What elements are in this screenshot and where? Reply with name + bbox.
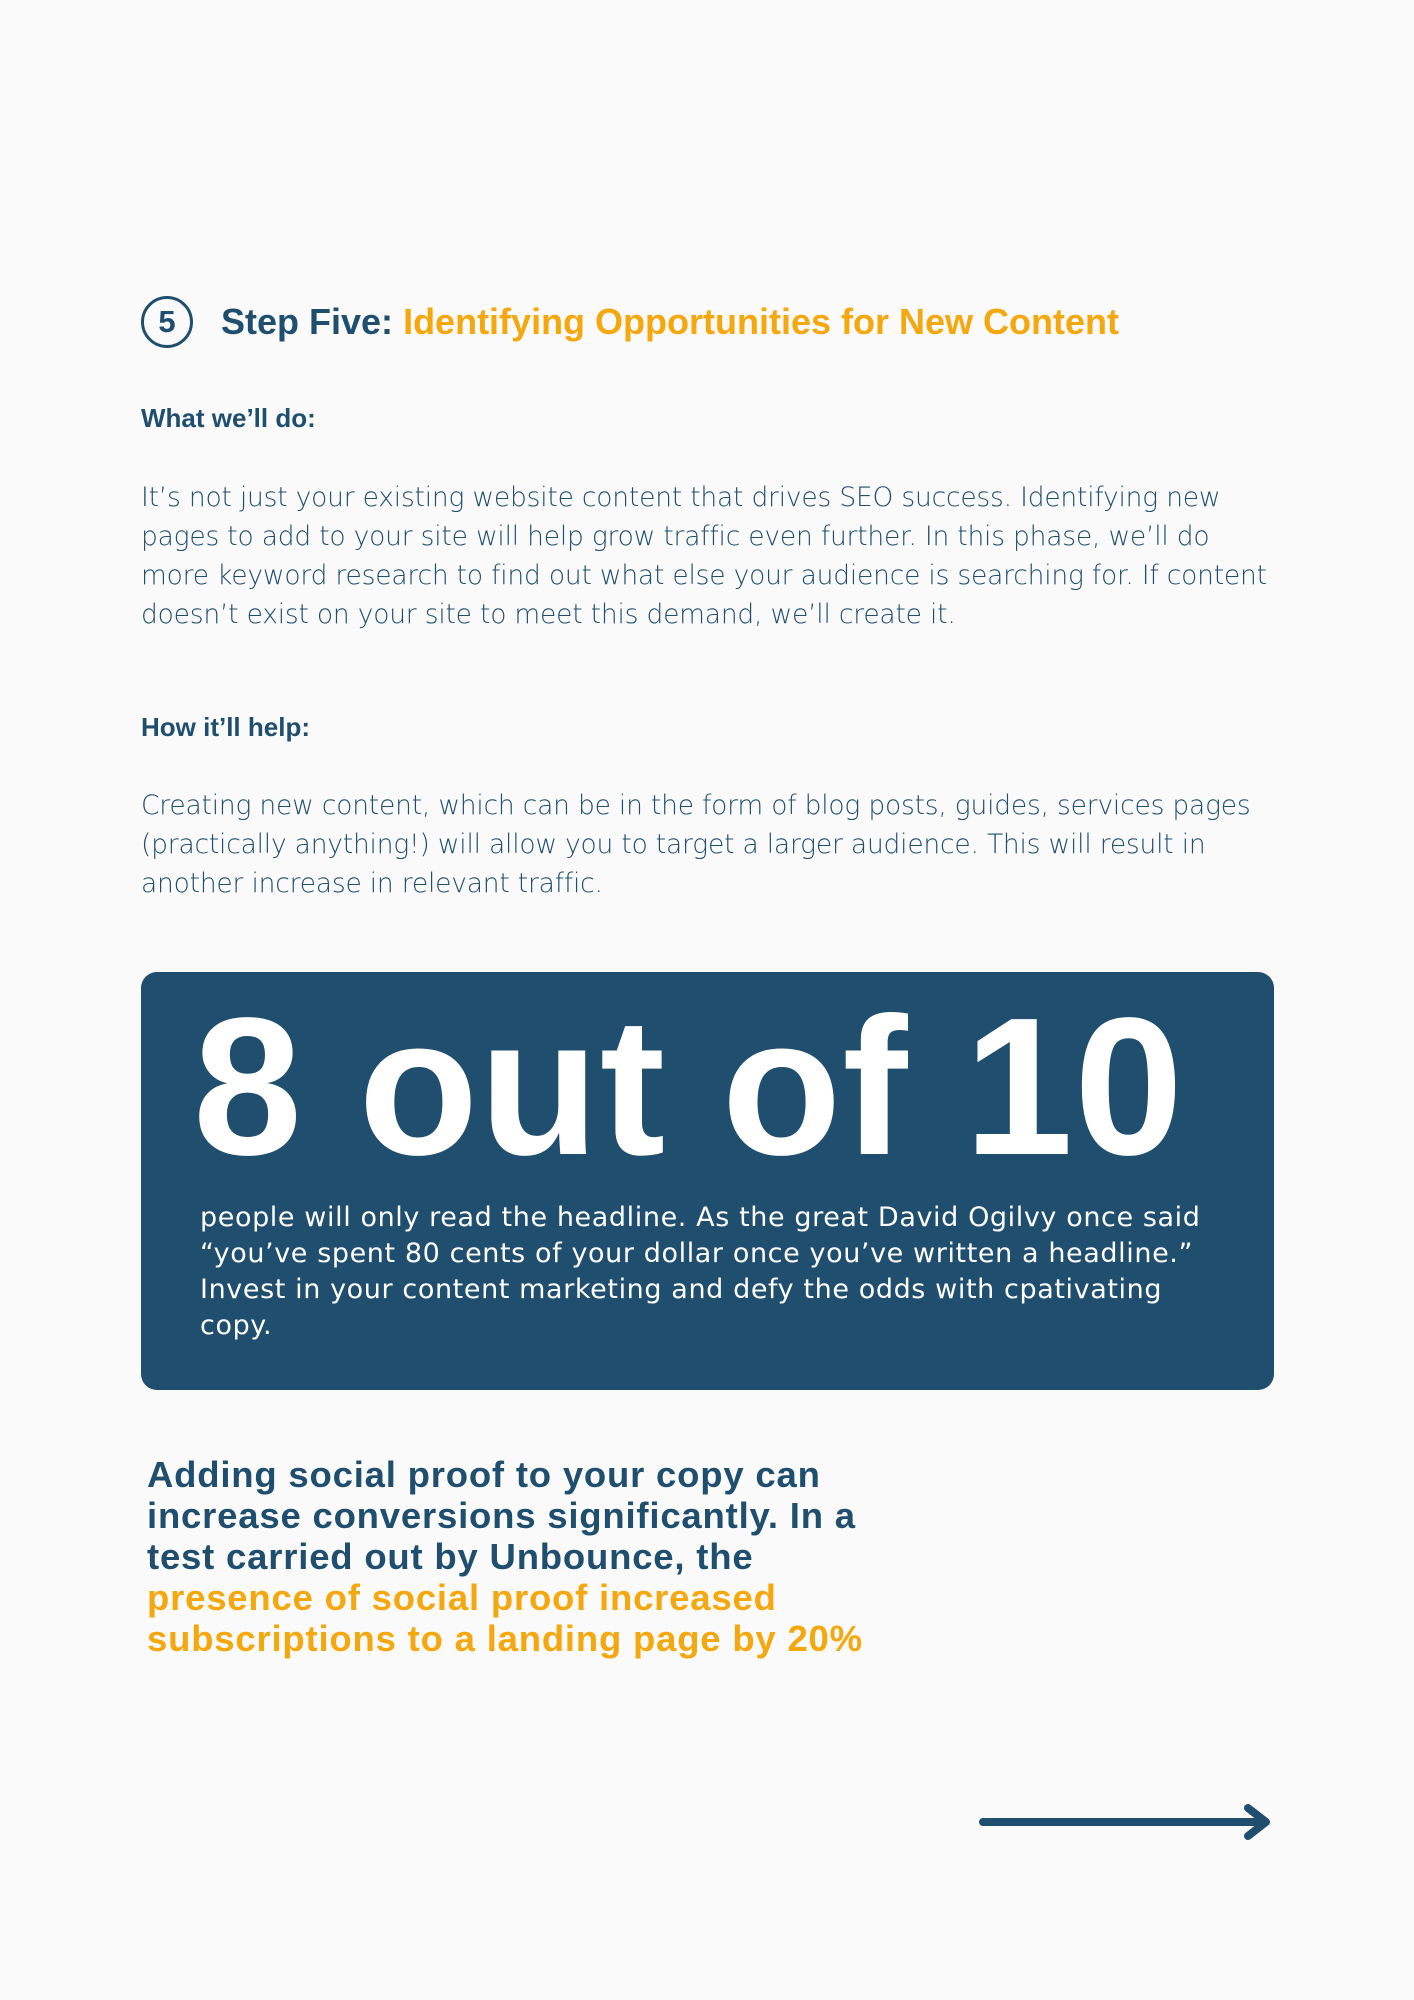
stat-text: people will only read the headline. As the great David Ogilvy once said “you’ve spent 80 cents of your dollar once you’ve written a headline.” Invest in your content marketing and defy the odds with cpativating copy. bbox=[200, 1202, 1201, 1341]
section-label-what: What we’ll do: bbox=[141, 403, 316, 433]
step-header bbox=[141, 294, 1119, 350]
step-title-prefix: Step Five: bbox=[221, 301, 394, 342]
section-label-how: How it’ll help: bbox=[141, 712, 310, 742]
step-title-highlight: Identifying Opportunities for New Content bbox=[403, 301, 1120, 342]
social-proof-lead: Adding social proof to your copy can increase conversions significantly. In a test carried out by Unbounce, the bbox=[147, 1454, 856, 1577]
stat-headline: 8 out of 10 bbox=[193, 977, 1185, 1196]
section-text-how: Creating new content, which can be in the form of blog posts, guides, services pages (practically anything!) will allow you to target a larger audience. This will result in another increase in relevant traffic. bbox=[141, 790, 1251, 899]
step-number-badge: 5 bbox=[141, 296, 193, 348]
social-proof-highlight: presence of social proof increased subscriptions to a landing page by 20% bbox=[147, 1577, 863, 1659]
arrow-right-icon[interactable] bbox=[978, 1802, 1276, 1842]
stat-callout bbox=[141, 972, 1274, 1390]
section-text-what: It’s not just your existing website content that drives SEO success. Identifying new pages to add to your site will help grow traffic even further. In this phase, we’ll do more keyword research to find out what else your audience is searching for. If content doesn’t exist on your site to meet this demand, we’ll create it. bbox=[141, 482, 1267, 630]
step-title bbox=[221, 301, 1119, 343]
social-proof-callout bbox=[147, 1454, 907, 1659]
